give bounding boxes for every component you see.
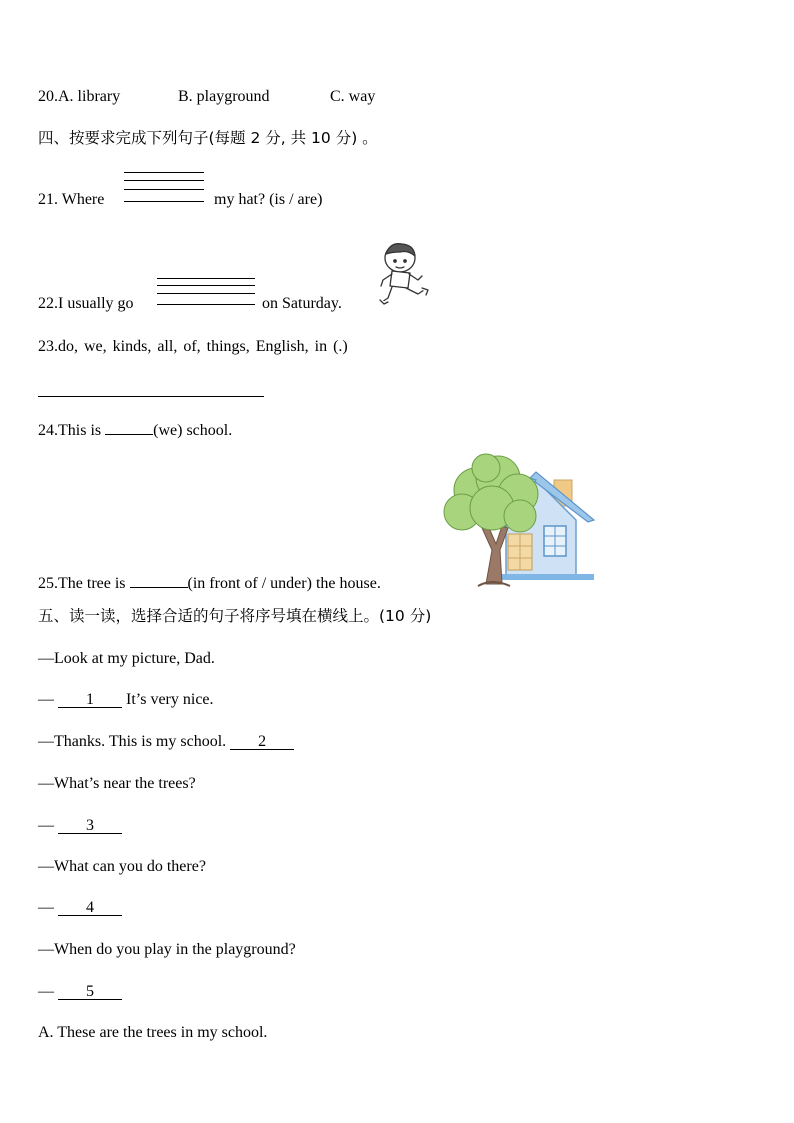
dialog-text: Look at my picture, Dad. [54,650,215,667]
dialog-line-4 [38,774,196,794]
dialog-line-5 [38,816,122,836]
dialog-dash: — [38,775,54,792]
dialog-line-3 [38,732,294,752]
question-number: 25. [38,575,58,592]
dialog-line-1 [38,649,215,669]
question-22 [38,294,342,314]
question-number: 20. [38,88,58,105]
q21-text-after: my hat? (is / are) [214,191,323,208]
question-number: 24. [38,422,58,439]
dialog-dash: — [38,941,54,958]
q21-text-before: Where [61,191,105,208]
dialog-dash: — [38,650,54,667]
running-boy-illustration [378,240,438,312]
dialog-dash: — [38,858,54,875]
dialog-line-7 [38,898,122,918]
dialog-text: It’s very nice. [126,691,214,708]
answer-blank-5[interactable]: 5 [58,982,122,1000]
question-25 [38,573,381,594]
q25-text-before: The tree is [58,575,126,592]
answer-blank-3[interactable]: 3 [58,816,122,834]
dialog-text: What’s near the trees? [54,775,196,792]
q24-text-before: This is [58,422,102,439]
dialog-line-6 [38,857,206,877]
question-24 [38,420,232,441]
answer-blank-2[interactable]: 2 [230,732,294,750]
dialog-dash: — [38,983,54,1000]
dialog-line-9 [38,982,122,1002]
option-b: B. playground [178,88,270,105]
q24-blank[interactable] [105,420,153,435]
section-4-heading: 四、按要求完成下列句子(每题 2 分, 共 10 分) 。 [38,129,378,147]
q25-text-after: (in front of / under) the house. [187,575,381,592]
dialog-line-2 [38,690,214,710]
dialog-dash: — [38,733,54,750]
question-23 [38,337,348,357]
q23-words: do, we, kinds, all, of, things, English, in (.) [58,338,348,355]
dialog-dash: — [38,817,54,834]
q24-text-after: (we) school. [153,422,233,439]
dialog-dash: — [38,691,54,708]
dialog-dash: — [38,899,54,916]
dialog-text: When do you play in the playground? [54,941,296,958]
q23-answer-line[interactable] [38,396,264,397]
question-number: 23. [38,338,58,355]
q25-blank[interactable] [130,573,188,588]
q22-text-before: I usually go [58,295,134,312]
q22-text-after: on Saturday. [262,295,342,312]
question-21 [38,190,323,210]
question-number: 22. [38,295,58,312]
tree-and-house-illustration [436,450,600,588]
q21-writing-lines[interactable] [124,170,206,206]
section-5-heading: 五、读一读，选择合适的句子将序号填在横线上。(10 分) [38,607,432,625]
question-20 [38,87,376,107]
option-a-sentence: A. These are the trees in my school. [38,1024,268,1041]
dialog-text: What can you do there? [54,858,206,875]
option-a: A. library [58,88,121,105]
answer-blank-1[interactable]: 1 [58,690,122,708]
dialog-text: Thanks. This is my school. [54,733,227,750]
option-c: C. way [330,88,376,105]
question-number: 21. [38,191,58,208]
q22-writing-lines[interactable] [157,276,257,310]
answer-blank-4[interactable]: 4 [58,898,122,916]
dialog-line-8 [38,940,296,960]
